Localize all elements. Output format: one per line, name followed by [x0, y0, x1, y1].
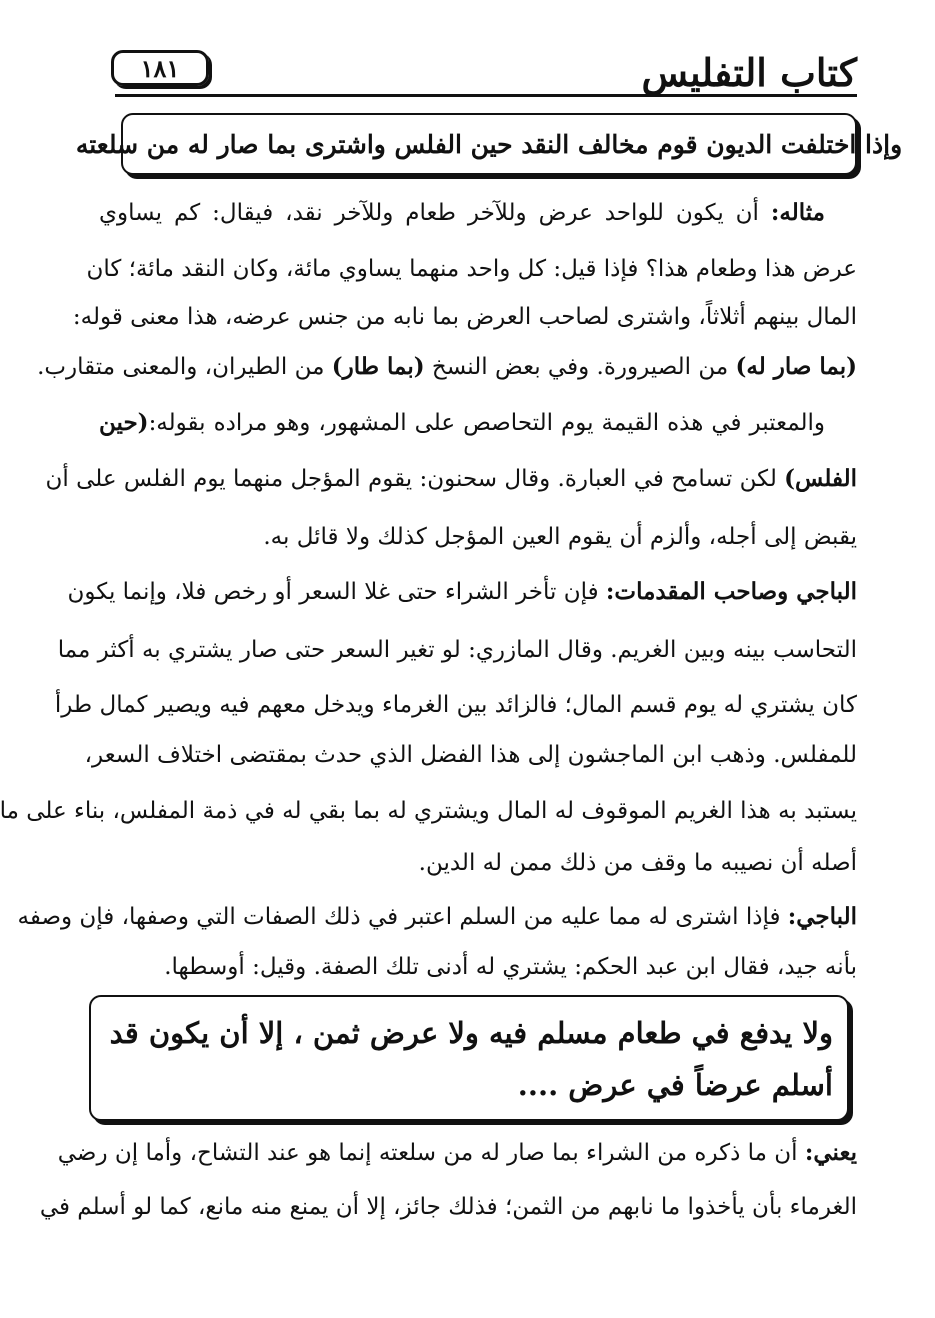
quoted-term: الفلس) [784, 465, 857, 492]
text-line: يقبض إلى أجله، وألزم أن يقوم العين المؤجل كذلك ولا قائل به. [263, 524, 857, 550]
text-line: (بما صار له) من الصيرورة. وفي بعض النسخ (بما طار) من الطيران، والمعنى متقارب. [37, 353, 857, 380]
paragraph-lead: الباجي وصاحب المقدمات: [605, 578, 857, 605]
text-line: بأنه جيد، فقال ابن عبد الحكم: يشتري له أدنى تلك الصفة. وقيل: أوسطها. [164, 954, 857, 980]
quoted-term: (بما صار له) [735, 353, 857, 380]
paragraph-lead: مثاله: [770, 199, 825, 226]
text-line: مثاله: أن يكون للواحد عرض وللآخر طعام وللآخر نقد، فيقال: كم يساوي [99, 199, 825, 226]
matn-top-text: وإذا اختلفت الديون قوم مخالف النقد حين الفلس واشترى بما صار له من سلعته [75, 129, 903, 159]
text-line: كان يشتري له يوم قسم المال؛ فالزائد بين الغرماء ويدخل معهم فيه ويصير كمال طرأ [54, 692, 857, 718]
page-number: ١٨١ [111, 50, 209, 86]
text-line: يعني: أن ما ذكره من الشراء بما صار له من سلعته إنما هو عند التشاح، وأما إن رضي [57, 1139, 857, 1166]
header-divider [115, 94, 857, 97]
text-line: للمفلس. وذهب ابن الماجشون إلى هذا الفضل الذي حدث بمقتضى اختلاف السعر، [84, 742, 857, 768]
chapter-title: كتاب التفليس [641, 50, 857, 95]
text-line: الفلس) لكن تسامح في العبارة. وقال سحنون: يقوم المؤجل منهما يوم الفلس على أن [45, 465, 857, 492]
text-line: الباجي وصاحب المقدمات: فإن تأخر الشراء حتى غلا السعر أو رخص فلا، وإنما يكون [67, 578, 857, 605]
matn-bottom-line: ولا يدفع في طعام مسلم فيه ولا عرض ثمن ، إلا أن يكون قد [109, 1016, 833, 1050]
text-line: التحاسب بينه وبين الغريم. وقال المازري: لو تغير السعر حتى صار يشتري به أكثر مما [57, 637, 857, 663]
text-line: المال بينهم أثلاثاً، واشترى لصاحب العرض بما نابه من جنس عرضه، هذا معنى قوله: [72, 304, 857, 330]
text-line: والمعتبر في هذه القيمة يوم التحاصص على المشهور، وهو مراده بقوله:(حين [99, 409, 825, 436]
matn-bottom-line: أسلم عرضاً في عرض .... [517, 1068, 833, 1102]
text-line: الباجي: فإذا اشترى له مما عليه من السلم اعتبر في ذلك الصفات التي وصفها، فإن وصفه [17, 903, 857, 930]
matn-box-bottom [89, 995, 849, 1121]
paragraph-lead: يعني: [804, 1139, 857, 1166]
text-line: عرض هذا وطعام هذا؟ فإذا قيل: كل واحد منهما يساوي مائة، وكان النقد مائة؛ كان [86, 256, 857, 282]
text-line: الغرماء بأن يأخذوا ما نابهم من الثمن؛ فذلك جائز، إلا أن يمنع منه مانع، كما لو أسلم في [39, 1194, 857, 1220]
text-line: يستبد به هذا الغريم الموقوف له المال ويشتري له بما بقي له في ذمة المفلس، بناء على ما [0, 798, 857, 824]
matn-box-top [75, 113, 903, 175]
text-line: أصله أن نصيبه ما وقف من ذلك ممن له الدين. [418, 850, 857, 876]
quoted-term: (بما طار) [331, 353, 425, 380]
quoted-term: (حين [99, 409, 149, 436]
paragraph-lead: الباجي: [787, 903, 857, 930]
